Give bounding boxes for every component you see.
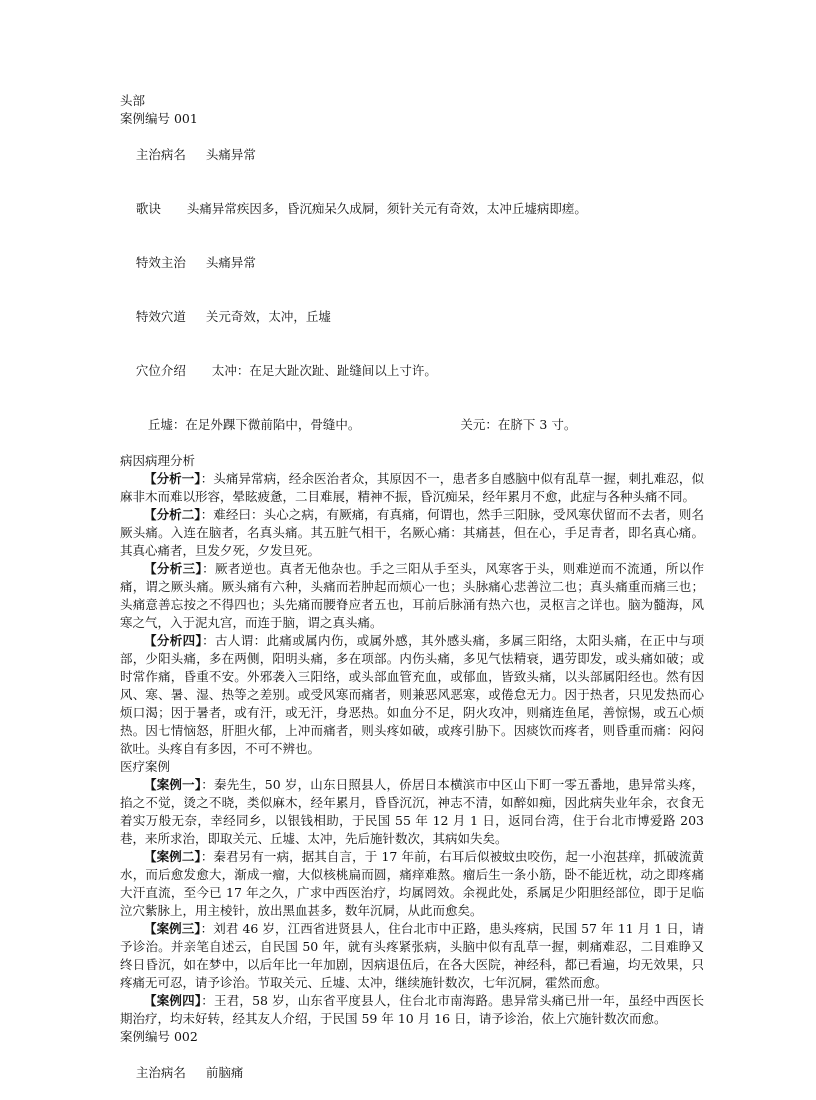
disease-name-row-2 xyxy=(120,1046,704,1100)
acupoints-label: 特效穴道 xyxy=(135,309,186,324)
case-id-2: 案例编号 002 xyxy=(120,1029,198,1044)
case-text: ：王君，58 岁，山东省平度县人，住台北市南海路。患异常头痛已卅一年，虽经中西医长期治疗，均未好转，经其友人介绍，于民国 59 年 10 月 16 日，请予诊治，依上穴施针数次而愈。 xyxy=(120,993,704,1026)
disease-name-label-2: 主治病名 xyxy=(135,1065,186,1080)
case-text: ：秦君另有一病，据其自言，于 17 年前，右耳后似被蚊虫咬伤，起一小泡甚痒，抓破流黄水，而后愈发愈大，渐成一瘤，大似核桃扁而圆，痛痒难熬。瘤后生一条小筋，卧不能近枕，动之即疼痛大汗直流，至今已 17 年之久，广求中西医治疗，均属罔效。余视此处，系属足少阳胆经部位，即于足临泣穴紫脉上，用主棱针，放出黑血甚多，数年沉屙，从此而愈矣。 xyxy=(120,849,704,918)
case-id: 案例编号 001 xyxy=(120,111,198,126)
acupoint-intro-3: 关元：在脐下 3 寸。 xyxy=(460,417,577,432)
section-title: 头部 xyxy=(120,93,146,108)
analysis-paragraph xyxy=(120,560,704,632)
main-indication-row xyxy=(120,236,704,290)
analysis-lead: 【分析四】 xyxy=(144,633,203,648)
analysis-paragraph xyxy=(120,506,704,560)
main-indication-value: 头痛异常 xyxy=(205,255,256,270)
disease-name-value-2: 前脑痛 xyxy=(205,1065,244,1080)
analysis-lead: 【分析三】 xyxy=(144,561,203,576)
acupoint-intro-2: 丘墟：在足外踝下微前陷中，骨缝中。 xyxy=(147,417,361,432)
analysis-lead: 【分析一】 xyxy=(144,471,201,486)
analysis-text: ：头痛异常病，经余医治者众，其原因不一，患者多自感脑中似有乱草一握，刺扎难忍，似麻非木而难以形容，晕眩疲惫，二目难展，精神不振，昏沉痴呆，经年累月不愈，此症与各种头痛不同。 xyxy=(120,471,704,504)
disease-name-label: 主治病名 xyxy=(135,147,186,162)
case-paragraph xyxy=(120,920,704,992)
analysis-heading: 病因病理分析 xyxy=(120,453,196,468)
analysis-text: ：难经曰：头心之病，有厥痛，有真痛，何谓也，然手三阳脉，受风寒伏留而不去者，则名厥头痛。入连在脑者，名真头痛。其五脏气相干，名厥心痛：其痛甚，但在心，手足青者，即名真心痛。其真心痛者，旦发夕死，夕发旦死。 xyxy=(120,507,704,558)
acupoint-intro-row-2 xyxy=(120,398,704,452)
acupoint-intro-1: 太冲：在足大趾次趾、趾缝间以上寸许。 xyxy=(211,363,437,378)
acupoints-value: 关元奇效，太冲，丘墟 xyxy=(205,309,331,324)
case-text: ：刘君 46 岁，江西省进贤县人，住台北市中正路，患头疼病，民国 57 年 11 月 1 日，请予诊治。并亲笔自述云，自民国 50 年，就有头疼紧张病，头脑中似有乱草一握，刺痛难忍，二目难睁又终日昏沉，如在梦中，以后年比一年加剧，因病退伍后，在各大医院，神经科，都已看遍，均无效果，只疼痛无可忍，请予诊治。节取关元、丘墟、太冲，继续施针数次，七年沉屙，霍然而愈。 xyxy=(120,921,704,990)
song-value: 头痛异常疾因多，昏沉痴呆久成屙，须针关元有奇效，太冲丘墟病即瘥。 xyxy=(186,201,587,216)
acupoint-intro-row xyxy=(120,344,704,398)
case-lead: 【案例三】 xyxy=(144,921,201,936)
document-page xyxy=(120,92,704,1100)
disease-name-value: 头痛异常 xyxy=(205,147,256,162)
case-lead: 【案例一】 xyxy=(144,777,202,792)
analysis-lead: 【分析二】 xyxy=(144,507,201,522)
disease-name-row xyxy=(120,128,704,182)
song-row xyxy=(120,182,704,236)
case-paragraph xyxy=(120,992,704,1028)
case-text: ：秦先生，50 岁，山东日照县人，侨居日本横滨市中区山下町一零五番地，患异常头疼，掐之不觉，烫之不晓，类似麻木，经年累月，昏昏沉沉，神志不清，如醉如痴，因此病失业年余，衣食无着实万般无奈，幸经同乡，以银钱相助，于民国 55 年 12 月 1 日，返同台湾，住于台北市博爱路 203 巷，来所求治，即取关元、丘墟、太冲，先后施针数次，其病如失矣。 xyxy=(120,777,704,846)
analysis-paragraph xyxy=(120,632,704,758)
acupoint-intro-label: 穴位介绍 xyxy=(135,363,186,378)
song-label: 歌诀 xyxy=(135,201,161,216)
case-paragraph xyxy=(120,848,704,920)
cases-heading: 医疗案例 xyxy=(120,759,171,774)
case-lead: 【案例四】 xyxy=(144,993,202,1008)
analysis-paragraph xyxy=(120,470,704,506)
analysis-text: ：厥者逆也。真者无他杂也。手之三阳从手至头，风寒客于头，则难逆而不流通，所以作痛，谓之厥头痛。厥头痛有六种，头痛而若肿起而烦心一也；头脉痛心悲善泣二也；真头痛重而痛三也；头痛意善忘按之不得四也；头先痛而腰脊应者五也，耳前后脉涌有热六也，灵枢言之详也。脑为髓海，风寒之气，入于泥丸宫，而连于脑，谓之真头痛。 xyxy=(120,561,704,630)
main-indication-label: 特效主治 xyxy=(135,255,186,270)
case-paragraph xyxy=(120,776,704,848)
acupoints-row xyxy=(120,290,704,344)
case-lead: 【案例二】 xyxy=(144,849,201,864)
analysis-text: ：古人谓：此痛或属内伤，或属外感，其外感头痛，多属三阳络，太阳头痛，在正中与项部，少阳头痛，多在两侧，阳明头痛，多在项部。内伤头痛，多见气怯精衰，遇劳即发，或头痛如破；或时常作痛，昏重不安。外邪袭入三阳络，或头部血管充血，或郁血，皆致头痛，以头部属阳经也。然有因风、寒、暑、湿、热等之差别。或受风寒而痛者，则兼恶风恶寒，或倦怠无力。因于热者，只见发热而心烦口渴；因于暑者，或有汗，或无汗，身恶热。如血分不足，阴火攻冲，则痛连鱼尾，善惊惕，或五心烦热。因七情恼怒，肝胆火郁，上冲而痛者，则头疼如破，或疼引胁下。因痰饮而疼者，则昏重而痛：闷闷欲吐。头疼自有多因，不可不辨也。 xyxy=(120,633,704,756)
